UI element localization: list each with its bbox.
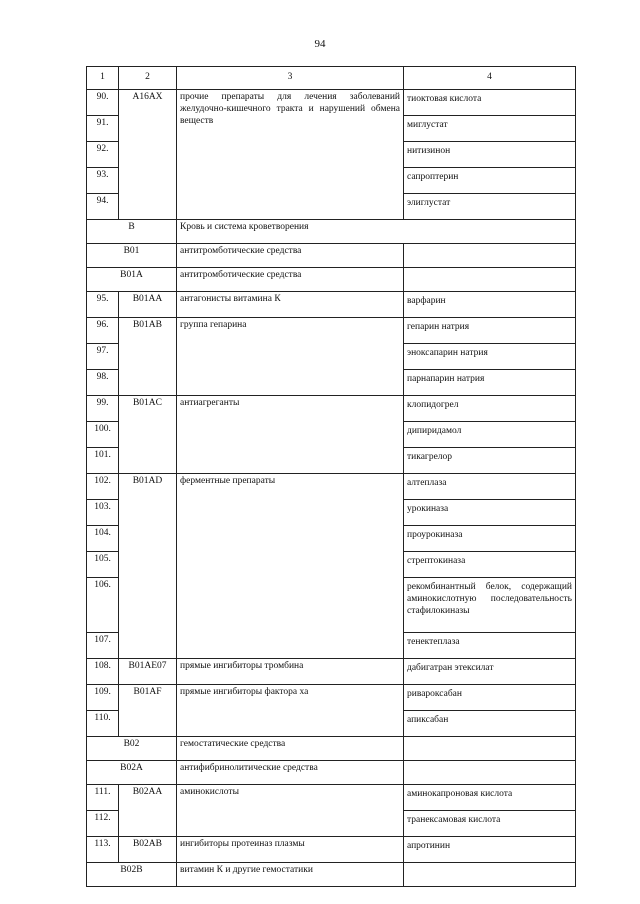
group-name: прямые ингибиторы тромбина (177, 659, 404, 685)
drug-table (86, 66, 576, 887)
group-name: антагонисты витамина К (177, 292, 404, 318)
empty-cell (404, 244, 576, 268)
row-number: 110. (87, 711, 119, 737)
drug-name: тенектеплаза (404, 633, 576, 659)
group-name: антитромботические средства (177, 244, 404, 268)
group-name: антитромботические средства (177, 268, 404, 292)
atc-code: B02B (87, 863, 177, 887)
header-cell: 2 (119, 67, 177, 90)
drug-name: рекомбинантный белок, содержащий аминокислотную последовательность стафилокиназы (404, 578, 576, 633)
row-number: 100. (87, 422, 119, 448)
drug-name: алтеплаза (404, 474, 576, 500)
row-number: 106. (87, 578, 119, 633)
group-name: группа гепарина (177, 318, 404, 396)
row-number: 103. (87, 500, 119, 526)
section-row (87, 863, 576, 887)
group-name: Кровь и система кроветворения (177, 220, 576, 244)
page-number: 94 (314, 38, 326, 50)
drug-name: варфарин (404, 292, 576, 318)
row-number: 99. (87, 396, 119, 422)
group-name: аминокислоты (177, 785, 404, 837)
row-number: 112. (87, 811, 119, 837)
section-row (87, 268, 576, 292)
drug-name: тикагрелор (404, 448, 576, 474)
table-row (87, 837, 576, 863)
atc-code: B (87, 220, 177, 244)
table-header-row (87, 67, 576, 90)
drug-name: аминокапроновая кислота (404, 785, 576, 811)
row-number: 109. (87, 685, 119, 711)
drug-name: клопидогрел (404, 396, 576, 422)
table-row (87, 474, 576, 500)
group-name: антифибринолитические средства (177, 761, 404, 785)
row-number: 92. (87, 142, 119, 168)
row-number: 111. (87, 785, 119, 811)
atc-code: B02A (87, 761, 177, 785)
atc-code: B01AA (119, 292, 177, 318)
row-number: 104. (87, 526, 119, 552)
row-number: 94. (87, 194, 119, 220)
drug-name: парнапарин натрия (404, 370, 576, 396)
header-cell: 4 (404, 67, 576, 90)
section-row (87, 761, 576, 785)
atc-code: B02AA (119, 785, 177, 837)
drug-name: стрептокиназа (404, 552, 576, 578)
table-row (87, 292, 576, 318)
drug-name: миглустат (404, 116, 576, 142)
table-row (87, 785, 576, 811)
table-row (87, 396, 576, 422)
row-number: 97. (87, 344, 119, 370)
group-name: гемостатические средства (177, 737, 404, 761)
group-name: антиагреганты (177, 396, 404, 474)
section-row (87, 737, 576, 761)
atc-code: B01AE07 (119, 659, 177, 685)
drug-name: апиксабан (404, 711, 576, 737)
atc-code: B01 (87, 244, 177, 268)
table-row (87, 685, 576, 711)
group-name: ингибиторы протеиназ плазмы (177, 837, 404, 863)
atc-code: A16AX (119, 90, 177, 220)
atc-code: B01AF (119, 685, 177, 737)
drug-name: дабигатран этексилат (404, 659, 576, 685)
header-cell: 1 (87, 67, 119, 90)
drug-name: дипиридамол (404, 422, 576, 448)
row-number: 96. (87, 318, 119, 344)
row-number: 93. (87, 168, 119, 194)
table-row (87, 659, 576, 685)
group-name: витамин К и другие гемостатики (177, 863, 404, 887)
atc-code: B01A (87, 268, 177, 292)
row-number: 95. (87, 292, 119, 318)
drug-name: элиглустат (404, 194, 576, 220)
group-name: ферментные препараты (177, 474, 404, 659)
table-row (87, 90, 576, 116)
table-row (87, 318, 576, 344)
atc-code: B01AD (119, 474, 177, 659)
section-row (87, 244, 576, 268)
drug-name: апротинин (404, 837, 576, 863)
drug-name: ривароксабан (404, 685, 576, 711)
row-number: 101. (87, 448, 119, 474)
empty-cell (404, 268, 576, 292)
header-cell: 3 (177, 67, 404, 90)
empty-cell (404, 737, 576, 761)
row-number: 113. (87, 837, 119, 863)
empty-cell (404, 863, 576, 887)
atc-code: B01AC (119, 396, 177, 474)
group-name: прямые ингибиторы фактора ха (177, 685, 404, 737)
row-number: 91. (87, 116, 119, 142)
atc-code: B01AB (119, 318, 177, 396)
drug-name: тиоктовая кислота (404, 90, 576, 116)
group-name: прочие препараты для лечения заболеваний желудочно-кишечного тракта и нарушений обмена веществ (177, 90, 404, 220)
drug-name: урокиназа (404, 500, 576, 526)
section-row (87, 220, 576, 244)
drug-name: транексамовая кислота (404, 811, 576, 837)
atc-code: B02 (87, 737, 177, 761)
row-number: 105. (87, 552, 119, 578)
row-number: 102. (87, 474, 119, 500)
row-number: 98. (87, 370, 119, 396)
row-number: 107. (87, 633, 119, 659)
row-number: 108. (87, 659, 119, 685)
drug-name: эноксапарин натрия (404, 344, 576, 370)
drug-name: гепарин натрия (404, 318, 576, 344)
drug-name: сапроптерин (404, 168, 576, 194)
drug-name: проурокиназа (404, 526, 576, 552)
drug-name: нитизинон (404, 142, 576, 168)
empty-cell (404, 761, 576, 785)
atc-code: B02AB (119, 837, 177, 863)
row-number: 90. (87, 90, 119, 116)
